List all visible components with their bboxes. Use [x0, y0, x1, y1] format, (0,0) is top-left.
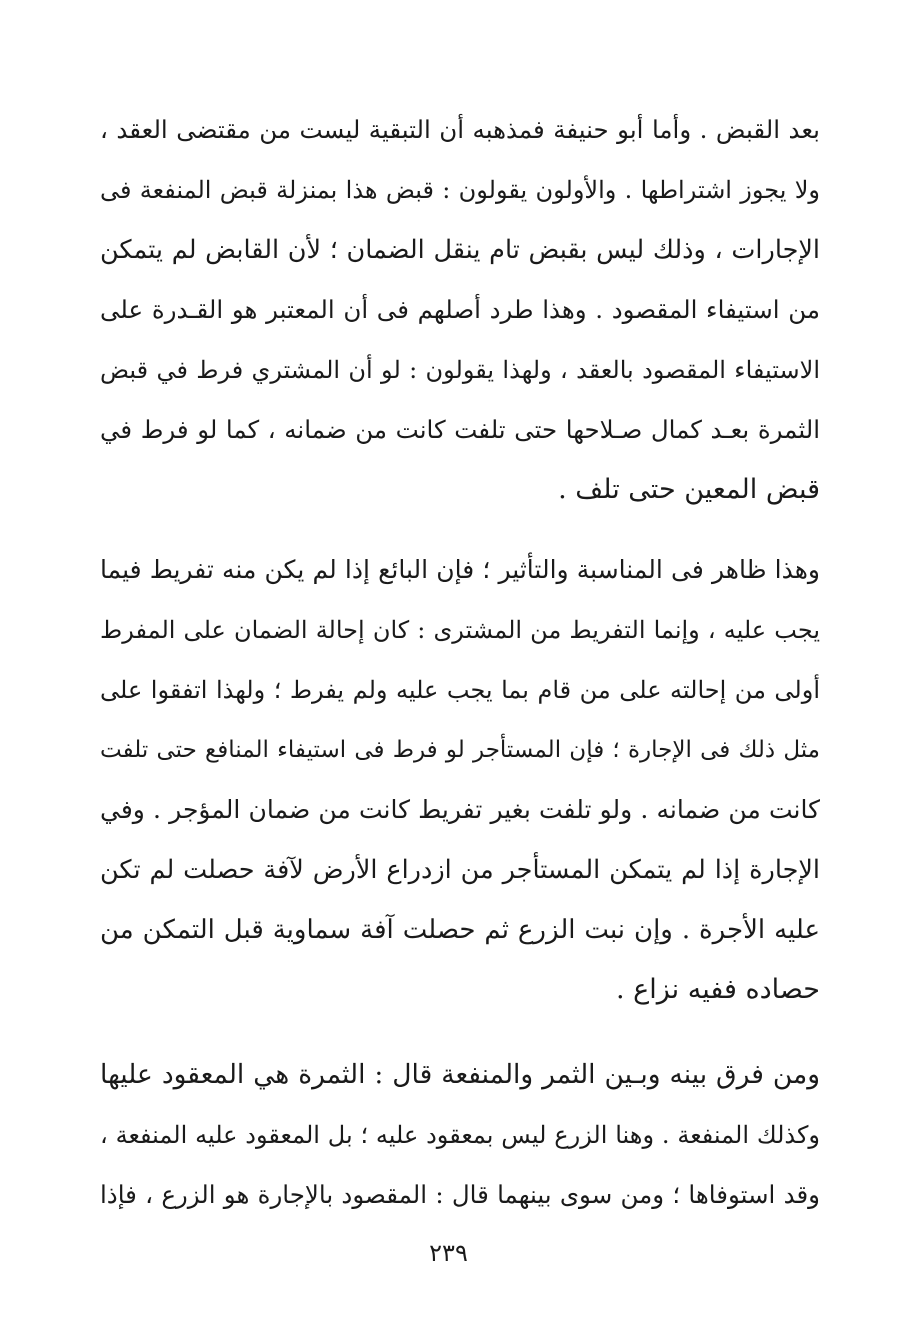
text-line: عليه الأجرة . وإن نبت الزرع ثم حصلت آفة سماوية قبل التمكن من	[100, 915, 820, 945]
text-line: أولى من إحالته على من قام بما يجب عليه ولم يفرط ؛ ولهذا اتفقوا على	[100, 676, 820, 704]
text-line: ولا يجوز اشتراطها . والأولون يقولون : قبض هذا بمنزلة قبض المنفعة فى	[100, 176, 820, 204]
text-line: كانت من ضمانه . ولو تلفت بغير تفريط كانت من ضمان المؤجر . وفي	[100, 795, 820, 824]
text-line: وهذا ظاهر فى المناسبة والتأثير ؛ فإن البائع إذا لم يكن منه تفريط فيما	[100, 555, 820, 584]
text-line: وكذلك المنفعة . وهنا الزرع ليس بمعقود عليه ؛ بل المعقود عليه المنفعة ،	[100, 1121, 820, 1149]
text-line: ومن فرق بينه وبـين الثمر والمنفعة قال : الثمرة هي المعقود عليها	[100, 1059, 820, 1090]
text-line: الإجارات ، وذلك ليس بقبض تام ينقل الضمان ؛ لأن القابض لم يتمكن	[100, 235, 820, 265]
page-number: ٢٣٩	[429, 1239, 468, 1267]
text-line: مثل ذلك فى الإجارة ؛ فإن المستأجر لو فرط فى استيفاء المنافع حتى تلفت	[100, 737, 820, 763]
text-line: من استيفاء المقصود . وهذا طرد أصلهم فى أن المعتبر هو القـدرة على	[100, 295, 820, 324]
text-line: حصاده ففيه نزاع .	[615, 974, 820, 1005]
text-line: الثمرة بعـد كمال صـلاحها حتى تلفت كانت من ضمانه ، كما لو فرط في	[100, 415, 820, 444]
paragraph-3	[100, 1045, 820, 1225]
text-line: يجب عليه ، وإنما التفريط من المشترى : كان إحالة الضمان على المفرط	[100, 616, 820, 644]
text-line: الإجارة إذا لم يتمكن المستأجر من ازدراع الأرض لآفة حصلت لم تكن	[100, 855, 820, 885]
text-line: وقد استوفاها ؛ ومن سوى بينهما قال : المقصود بالإجارة هو الزرع ، فإذا	[100, 1180, 820, 1209]
text-line: بعد القبض . وأما أبو حنيفة فمذهبه أن التبقية ليست من مقتضى العقد ،	[100, 115, 820, 144]
paragraph-2	[100, 540, 820, 1020]
text-line: الاستيفاء المقصود بالعقد ، ولهذا يقولون : لو أن المشتري فرط في قبض	[100, 356, 820, 384]
text-line: قبض المعين حتى تلف .	[558, 474, 820, 505]
paragraph-1	[100, 100, 820, 520]
